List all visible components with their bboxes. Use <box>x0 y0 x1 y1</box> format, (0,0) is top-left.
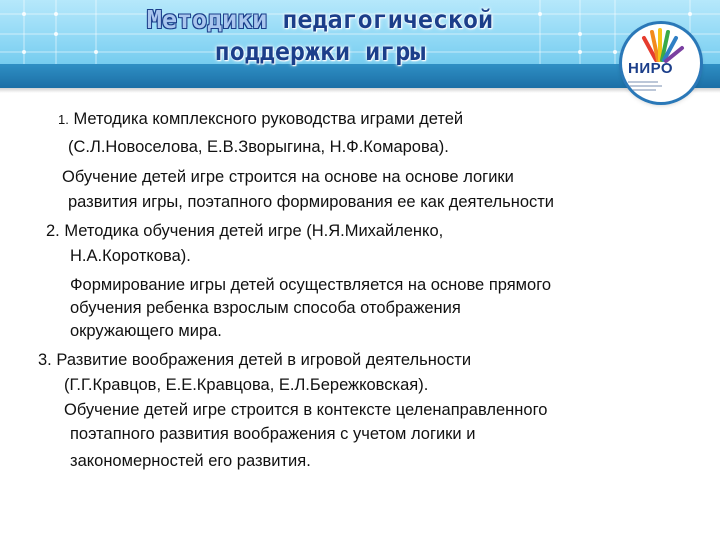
item-1-desc-cont: развития игры, поэтапного формирования ее как деятельности <box>68 193 555 211</box>
item-3-desc-cont2: закономерностей его развития. <box>70 452 311 470</box>
slide-title <box>60 4 580 68</box>
title-part1: Методики <box>146 5 268 34</box>
item-1-heading: 1. Методика комплексного руководства играми детей <box>58 110 464 128</box>
logo-caption-lines <box>628 80 668 94</box>
item-3-number: 3. <box>38 351 52 369</box>
niro-logo <box>622 24 700 102</box>
item-1-desc: Обучение детей игре строится на основе на основе логики <box>62 168 514 186</box>
item-2-number: 2. <box>46 222 60 240</box>
item-2-heading: 2. Методика обучения детей игре (Н.Я.Михайленко, <box>46 222 444 240</box>
item-2-desc: Формирование игры детей осуществляется на основе прямого <box>70 276 552 294</box>
header-shadow <box>0 88 720 93</box>
item-2-desc-cont: обучения ребенка взрослым способа отображения <box>70 299 461 317</box>
title-line2: поддержки игры <box>214 37 426 66</box>
item-3-desc: Обучение детей игре строится в контексте целенаправленного <box>64 401 548 419</box>
logo-text: НИРО <box>628 60 674 77</box>
title-part2: педагогической <box>267 5 494 34</box>
item-3-desc-cont: поэтапного развития воображения с учетом логики и <box>70 425 476 443</box>
item-1-heading-cont: (С.Л.Новоселова, Е.В.Зворыгина, Н.Ф.Комарова). <box>68 138 449 156</box>
item-3-heading: 3. Развитие воображения детей в игровой деятельности <box>38 351 472 369</box>
logo-rays-icon <box>622 24 700 64</box>
item-2-desc-cont2: окружающего мира. <box>70 322 222 340</box>
item-3-heading-cont: (Г.Г.Кравцов, Е.Е.Кравцова, Е.Л.Бережковская). <box>64 376 429 394</box>
item-2-heading-cont: Н.А.Короткова). <box>70 247 191 265</box>
item-1-number: 1. <box>58 112 69 127</box>
